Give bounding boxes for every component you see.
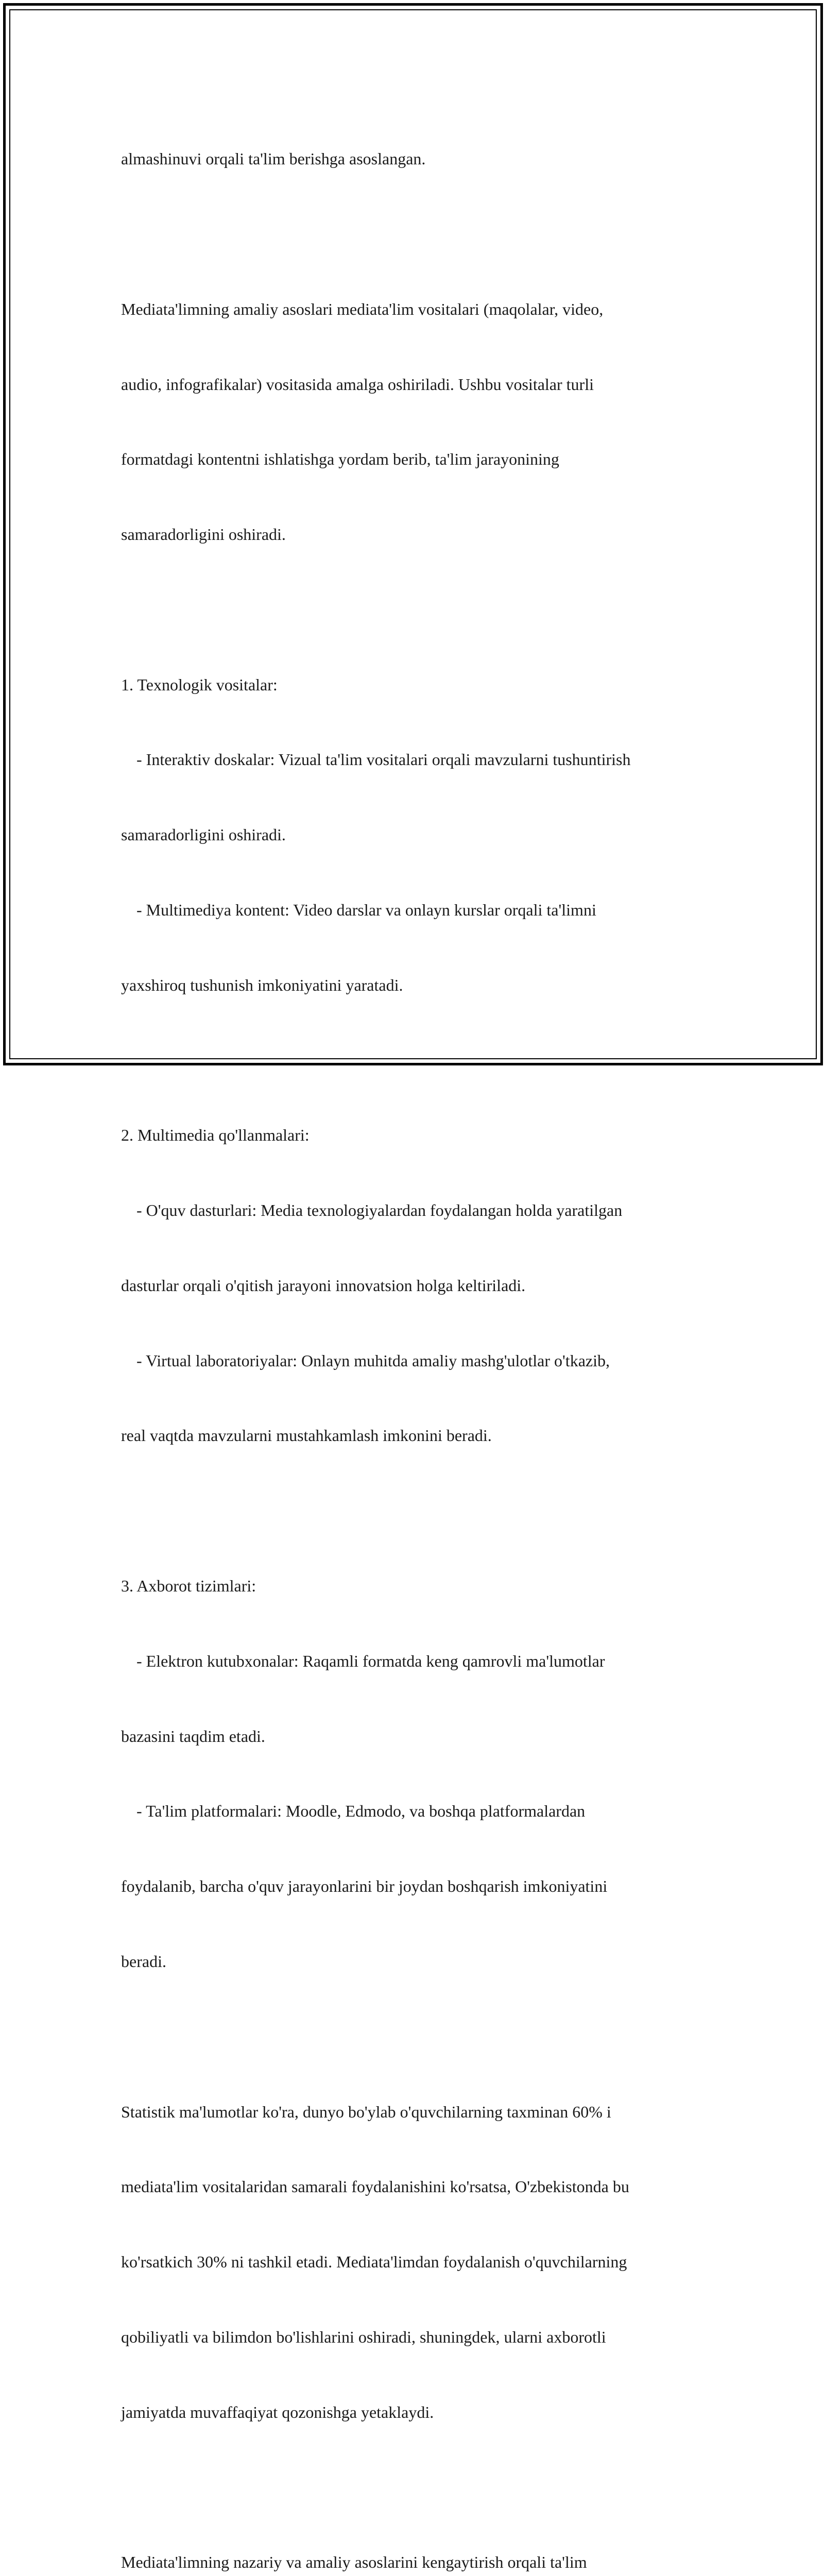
text-line: Mediata'limning nazariy va amaliy asoslarini kengaytirish orqali ta'lim	[121, 2553, 587, 2572]
list-item: - Elektron kutubxonalar: Raqamli formatda keng qamrovli ma'lumotlar	[136, 1651, 605, 1670]
text-line: Statistik ma'lumotlar ko'ra, dunyo bo'ylab o'quvchilarning taxminan 60% i	[121, 2102, 611, 2121]
text-line: bazasini taqdim etadi.	[121, 1726, 265, 1745]
text-line: yaxshiroq tushunish imkoniyatini yaratadi.	[121, 975, 403, 994]
list-item: - Multimediya kontent: Video darslar va onlayn kurslar orqali ta'limni	[136, 901, 596, 919]
text-line: samaradorligini oshiradi.	[121, 525, 286, 544]
blank-line	[121, 597, 718, 622]
text-line: real vaqtda mavzularni mustahkamlash imkonini beradi.	[121, 1426, 492, 1445]
blank-line	[121, 1048, 718, 1073]
text-line: ko'rsatkich 30% ni tashkil etadi. Mediata'limdan foydalanish o'quvchilarning	[121, 2252, 627, 2272]
text-line: mediata'lim vositalaridan samarali foydalanishini ko'rsatsa, O'zbekistonda bu	[121, 2177, 629, 2196]
text-line: formatdagi kontentni ishlatishga yordam berib, ta'lim jarayonining	[121, 450, 559, 469]
list-item: - Interaktiv doskalar: Vizual ta'lim vositalari orqali mavzularni tushuntirish	[136, 750, 631, 769]
list-item: - O'quv dasturlari: Media texnologiyalardan foydalangan holda yaratilgan	[136, 1201, 623, 1220]
list-heading: 3. Axborot tizimlari:	[121, 1577, 256, 1596]
text-line: qobiliyatli va bilimdon bo'lishlarini oshiradi, shuningdek, ularni axborotli	[121, 2327, 606, 2346]
blank-line	[121, 1498, 718, 1523]
text-line: samaradorligini oshiradi.	[121, 825, 286, 844]
list-heading: 2. Multimedia qo'llanmalari:	[121, 1126, 310, 1145]
list-item: - Ta'lim platformalari: Moodle, Edmodo, va boshqa platformalardan	[136, 1802, 586, 1821]
text-line: beradi.	[121, 1952, 166, 1971]
text-line: jamiyatda muvaffaqiyat qozonishga yetaklaydi.	[121, 2402, 434, 2421]
blank-line	[121, 2024, 718, 2049]
text-line: audio, infografikalar) vositasida amalga oshiriladi. Ushbu vositalar turli	[121, 375, 594, 394]
blank-line	[121, 2475, 718, 2500]
text-line: foydalanib, barcha o'quv jarayonlarini bir joydan boshqarish imkoniyatini	[121, 1877, 608, 1896]
document-body	[121, 96, 718, 2576]
text-line: almashinuvi orqali ta'lim berishga asoslangan.	[121, 149, 426, 168]
text-line: dasturlar orqali o'qitish jarayoni innovatsion holga keltiriladi.	[121, 1276, 526, 1295]
blank-line	[121, 222, 718, 247]
text-line: Mediata'limning amaliy asoslari mediata'lim vositalari (maqolalar, video,	[121, 299, 604, 318]
list-item: - Virtual laboratoriyalar: Onlayn muhitda amaliy mashg'ulotlar o'tkazib,	[136, 1351, 610, 1370]
list-heading: 1. Texnologik vositalar:	[121, 675, 278, 694]
